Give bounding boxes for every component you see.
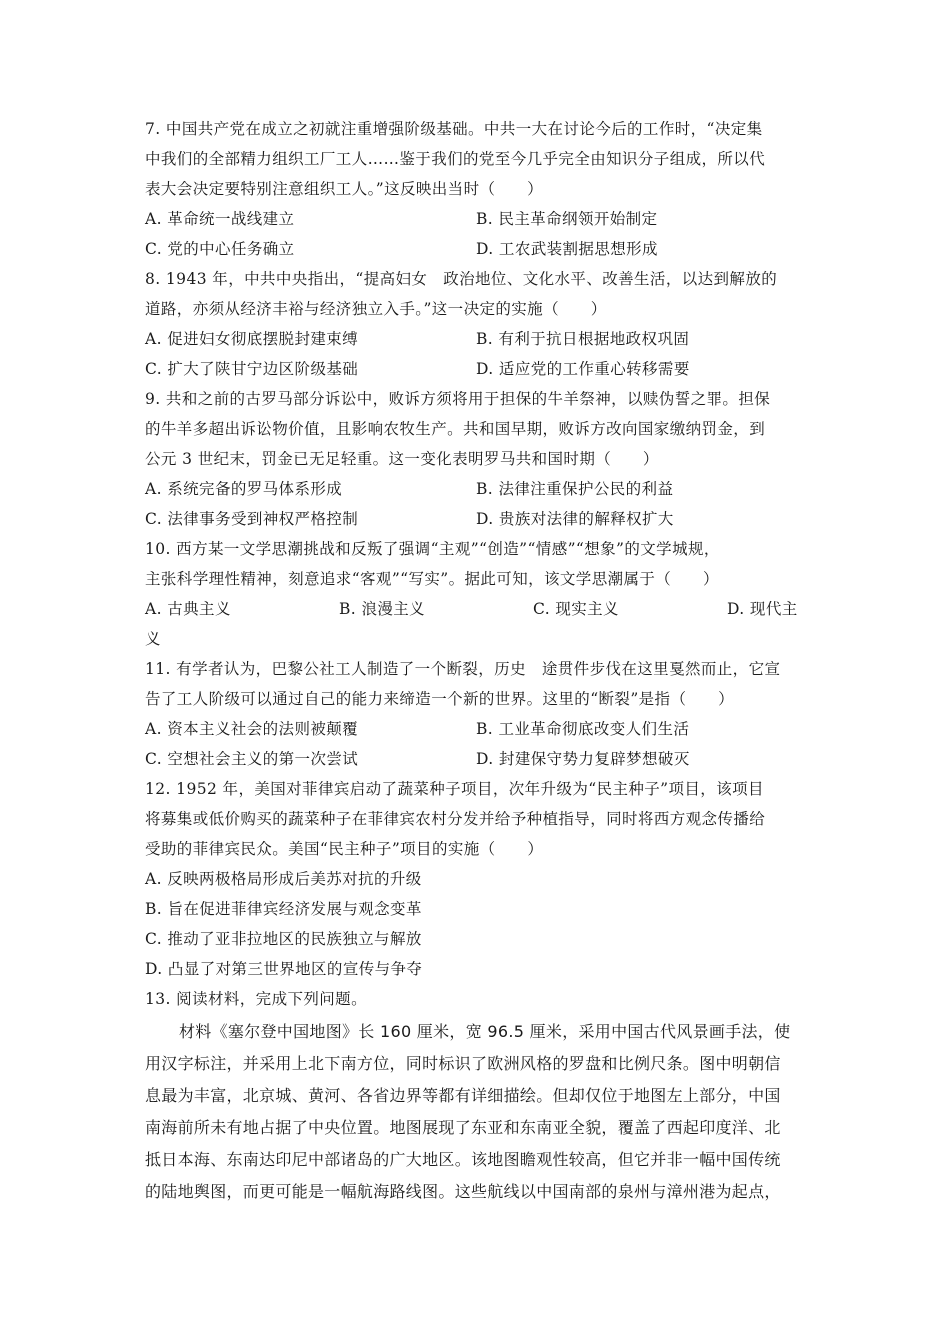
options-row [145,354,807,384]
option-d: D. 凸显了对第三世界地区的宣传与争夺 [145,960,423,978]
question-text-line: 中我们的全部精力组织工厂工人……鉴于我们的党至今几乎完全由知识分子组成，所以代 [145,150,766,168]
option-a: A. 促进妇女彻底摆脱封建束缚 [145,330,359,348]
question-text-line: 表大会决定要特别注意组织工人。”这反映出当时（ ） [145,180,544,198]
question-text-line: 将募集或低价购买的蔬菜种子在菲律宾农村分发并给予种植指导，同时将西方观念传播给 [145,810,766,828]
material-line: 用汉字标注，并采用上北下南方位，同时标识了欧洲风格的罗盘和比例尺条。图中明朝信 [145,1054,781,1073]
question-text-line: 13. 阅读材料，完成下列问题。 [145,990,367,1008]
option-a: A. 资本主义社会的法则被颠覆 [145,720,359,738]
option-a: A. 革命统一战线建立 [145,210,295,228]
option-b: B. 旨在促进菲律宾经济发展与观念变革 [145,900,422,918]
question-10 [145,534,807,654]
question-text-line: 10. 西方某一文学思潮挑战和反叛了强调“主观”“创造”“情感”“想象”的文学城规， [145,540,720,558]
option-d: D. 封建保守势力复辟梦想破灭 [476,750,690,768]
option-b: B. 有利于抗日根据地政权巩固 [476,330,690,348]
option-d: D. 贵族对法律的解释权扩大 [476,510,674,528]
options-row [145,474,807,504]
options-row [145,504,807,534]
question-text-line: 告了工人阶级可以通过自己的能力来缔造一个新的世界。这里的“断裂”是指（ ） [145,690,735,708]
option-b: B. 民主革命纲领开始制定 [476,210,658,228]
question-text-line: 8. 1943 年，中共中央指出，“提高妇女 政治地位、文化水平、改善生活，以达到解放的 [145,270,778,288]
question-text-line: 7. 中国共产党在成立之初就注重增强阶级基础。中共一大在讨论今后的工作时，“决定集 [145,120,763,138]
options-row [145,744,807,774]
options-row [145,714,807,744]
exam-page [145,114,807,1208]
question-text-line: 9. 共和之前的古罗马部分诉讼中，败诉方须将用于担保的牛羊祭神，以赎伪誓之罪。担保 [145,390,771,408]
option-d: D. 适应党的工作重心转移需要 [476,360,690,378]
option-b: B. 工业革命彻底改变人们生活 [476,720,690,738]
question-13 [145,984,807,1014]
option-c: C. 空想社会主义的第一次尝试 [145,750,359,768]
material-line: 南海前所未有地占据了中央位置。地图展现了东亚和东南亚全貌，覆盖了西起印度洋、北 [145,1118,781,1137]
option-d-wrap: 义 [145,630,161,648]
question-text-line: 12. 1952 年，美国对菲律宾启动了蔬菜种子项目，次年升级为“民主种子”项目，该项目 [145,780,764,798]
option-c: C. 党的中心任务确立 [145,240,295,258]
question-9 [145,384,807,534]
option-d: D. 现代主 [727,600,798,618]
material-line: 材料《塞尔登中国地图》长 160 厘米，宽 96.5 厘米，采用中国古代风景画手法，使 [179,1022,791,1041]
option-b: B. 浪漫主义 [339,600,426,618]
option-c: C. 扩大了陕甘宁边区阶级基础 [145,360,359,378]
option-a: A. 系统完备的罗马体系形成 [145,480,343,498]
question-text-line: 主张科学理性精神，刻意追求“客观”“写实”。据此可知，该文学思潮属于（ ） [145,570,719,588]
material-passage [145,1016,807,1208]
question-8 [145,264,807,384]
question-text-line: 的牛羊多超出诉讼物价值，且影响农牧生产。共和国早期，败诉方改向国家缴纳罚金，到 [145,420,766,438]
option-a: A. 反映两极格局形成后美苏对抗的升级 [145,870,422,888]
question-12 [145,774,807,984]
material-line: 抵日本海、东南达印尼中部诸岛的广大地区。该地图瞻观性较高，但它并非一幅中国传统 [145,1150,781,1169]
question-text-line: 道路，亦须从经济丰裕与经济独立入手。”这一决定的实施（ ） [145,300,607,318]
material-line: 息最为丰富，北京城、黄河、各省边界等都有详细描绘。但却仅位于地图左上部分，中国 [145,1086,781,1105]
question-7 [145,114,807,264]
option-b: B. 法律注重保护公民的利益 [476,480,674,498]
option-a: A. 古典主义 [145,600,231,618]
question-text-line: 受助的菲律宾民众。美国“民主种子”项目的实施（ ） [145,840,544,858]
question-text-line: 11. 有学者认为，巴黎公社工人制造了一个断裂，历史 途贯件步伐在这里戛然而止，它宣 [145,660,781,678]
options-row [145,324,807,354]
question-11 [145,654,807,774]
question-text-line: 公元 3 世纪末，罚金已无足轻重。这一变化表明罗马共和国时期（ ） [145,450,659,468]
options-row [145,234,807,264]
option-d: D. 工农武装割据思想形成 [476,240,658,258]
option-c: C. 现实主义 [533,600,619,618]
option-c: C. 法律事务受到神权严格控制 [145,510,359,528]
options-row [145,594,807,624]
material-line: 的陆地舆图，而更可能是一幅航海路线图。这些航线以中国南部的泉州与漳州港为起点， [145,1182,781,1201]
options-row [145,204,807,234]
option-c: C. 推动了亚非拉地区的民族独立与解放 [145,930,422,948]
